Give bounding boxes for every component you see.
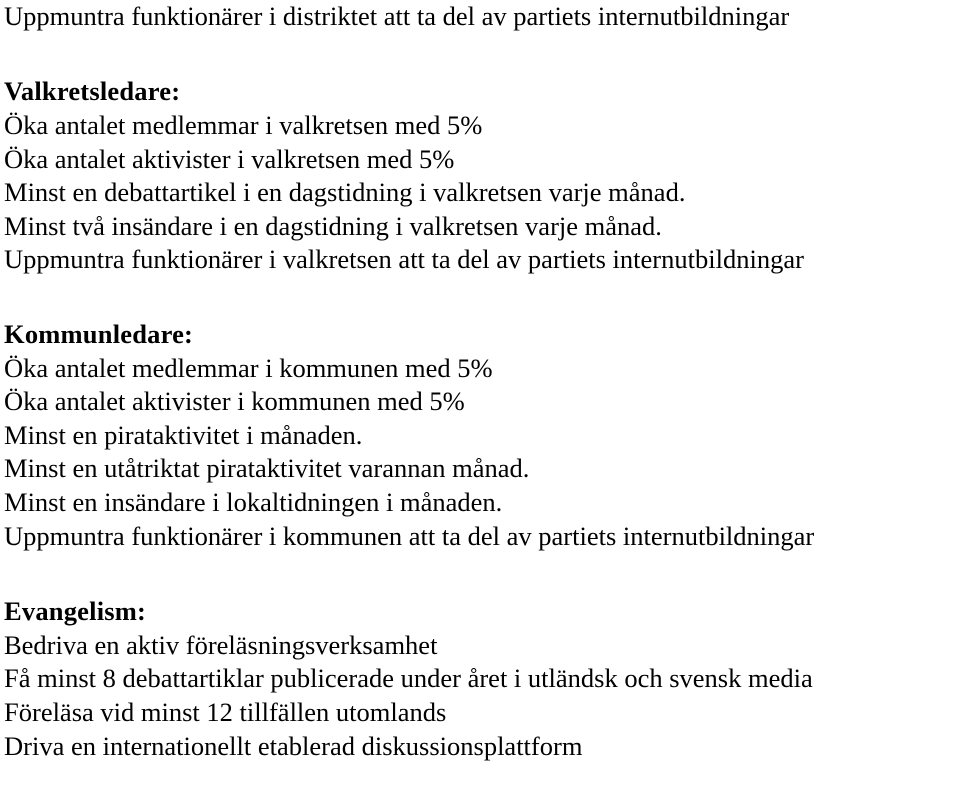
kommun-goal-line: Minst en utåtriktat pirataktivitet varannan månad. xyxy=(4,453,530,484)
valkrets-goal-line: Uppmuntra funktionärer i valkretsen att ta del av partiets internutbildningar xyxy=(4,244,804,275)
evangelism-goal-line: Föreläsa vid minst 12 tillfällen utomlands xyxy=(4,697,447,728)
section-gap xyxy=(4,34,960,76)
kommun-goal-line: Öka antalet aktivister i kommunen med 5% xyxy=(4,386,465,417)
evangelism-goal-line: Få minst 8 debattartiklar publicerade under året i utländsk och svensk media xyxy=(4,663,813,694)
district-goal-line: Uppmuntra funktionärer i distriktet att ta del av partiets internutbildningar xyxy=(4,1,790,31)
evangelism-section xyxy=(4,595,960,763)
district-section xyxy=(4,0,960,34)
kommun-goal-line: Minst en insändare i lokaltidningen i månaden. xyxy=(4,486,503,517)
evangelism-heading: Evangelism: xyxy=(4,596,147,627)
section-gap xyxy=(4,553,960,595)
valkrets-goal-line: Minst en debattartikel i en dagstidning i valkretsen varje månad. xyxy=(4,177,686,208)
kommun-goal-line: Öka antalet medlemmar i kommunen med 5% xyxy=(4,352,493,383)
kommun-goal-line: Uppmuntra funktionärer i kommunen att ta del av partiets internutbildningar xyxy=(4,520,815,551)
kommun-section xyxy=(4,318,960,553)
document-page xyxy=(4,0,960,763)
valkrets-goal-line: Öka antalet aktivister i valkretsen med 5% xyxy=(4,143,455,174)
kommun-goal-line: Minst en pirataktivitet i månaden. xyxy=(4,419,363,450)
valkrets-heading: Valkretsledare: xyxy=(4,76,181,107)
valkrets-goal-line: Öka antalet medlemmar i valkretsen med 5% xyxy=(4,109,483,140)
valkrets-section xyxy=(4,75,960,277)
section-gap xyxy=(4,277,960,318)
evangelism-goal-line: Driva en internationellt etablerad diskussionsplattform xyxy=(4,730,583,761)
valkrets-goal-line: Minst två insändare i en dagstidning i valkretsen varje månad. xyxy=(4,210,662,241)
kommun-heading: Kommunledare: xyxy=(4,318,194,349)
evangelism-goal-line: Bedriva en aktiv föreläsningsverksamhet xyxy=(4,629,438,660)
